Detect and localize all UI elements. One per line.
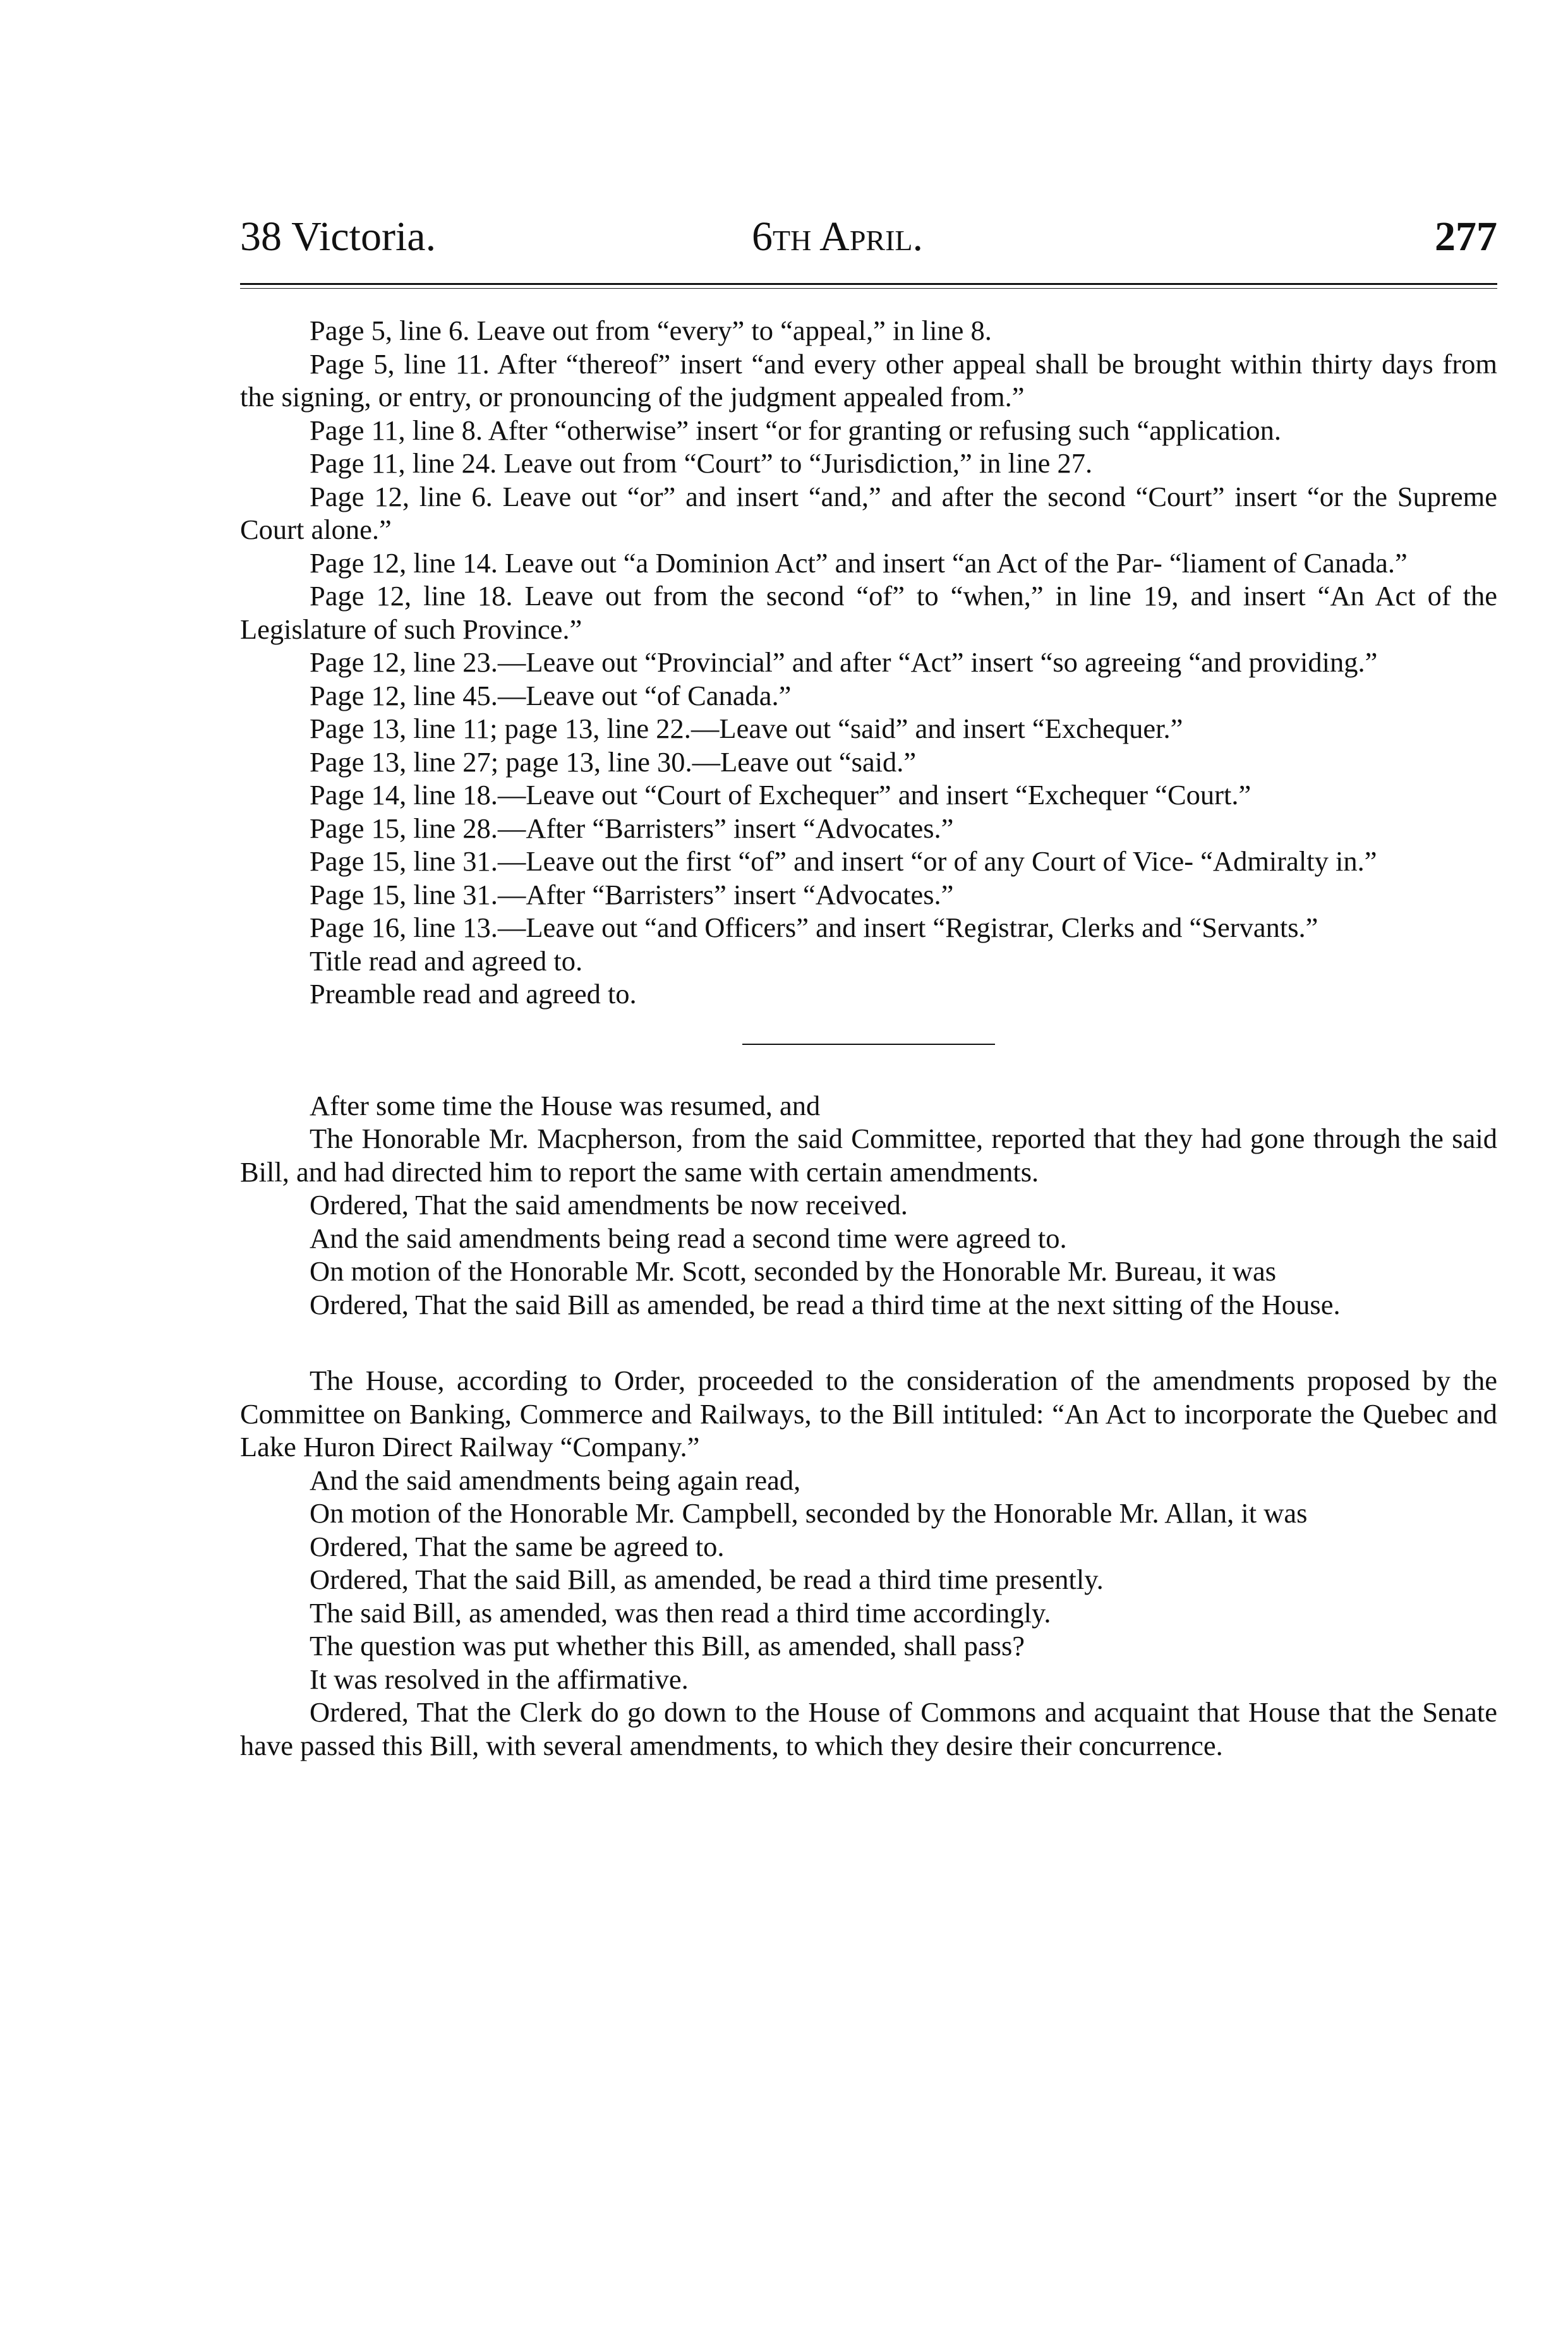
amendment-item: Page 12, line 23.—Leave out “Provincial” and after “Act” insert “so agreeing “and providing.” bbox=[310, 646, 1378, 678]
order-paragraph: Ordered, That the said Bill as amended, be read a third time at the next sitting of the House. bbox=[310, 1288, 1341, 1320]
motion-paragraph: On motion of the Honorable Mr. Campbell, seconded by the Honorable Mr. Allan, it was bbox=[310, 1497, 1308, 1529]
amendment-item: Page 14, line 18.—Leave out “Court of Exchequer” and insert “Exchequer “Court.” bbox=[310, 779, 1251, 811]
amendment-item: Page 12, line 45.—Leave out “of Canada.” bbox=[310, 679, 792, 711]
paragraph: The said Bill, as amended, was then read a third time accordingly. bbox=[310, 1596, 1051, 1629]
amendment-item: Page 15, line 31.—After “Barristers” insert “Advocates.” bbox=[310, 878, 954, 910]
amendment-item: Page 13, line 11; page 13, line 22.—Leave out “said” and insert “Exchequer.” bbox=[310, 713, 1183, 744]
paragraph: It was resolved in the affirmative. bbox=[310, 1663, 689, 1695]
amendment-item: Page 15, line 31.—Leave out the first “of” and insert “or of any Court of Vice- “Admiralty in.” bbox=[310, 845, 1377, 877]
page-header bbox=[240, 208, 1497, 265]
order-paragraph: Ordered, That the said Bill, as amended, be read a third time presently. bbox=[310, 1564, 1104, 1595]
amendments-list bbox=[240, 314, 1497, 1011]
motion-paragraph: On motion of the Honorable Mr. Scott, seconded by the Honorable Mr. Bureau, it was bbox=[310, 1255, 1277, 1287]
paragraph: And the said amendments being read a second time were agreed to. bbox=[310, 1222, 1067, 1254]
header-date: 6th April. bbox=[752, 214, 924, 260]
header-regnal-year: 38 Victoria. bbox=[240, 214, 437, 260]
paragraph: The question was put whether this Bill, as amended, shall pass? bbox=[310, 1630, 1025, 1662]
railway-bill-section bbox=[240, 1364, 1497, 1762]
amendment-item: Page 15, line 28.—After “Barristers” insert “Advocates.” bbox=[310, 812, 954, 844]
amendment-item: Page 11, line 8. After “otherwise” insert “or for granting or refusing such “application. bbox=[310, 414, 1282, 446]
order-paragraph: Ordered, That the said amendments be now received. bbox=[310, 1189, 908, 1221]
amendment-item: Page 13, line 27; page 13, line 30.—Leave out “said.” bbox=[310, 745, 917, 778]
header-rule bbox=[240, 283, 1497, 289]
paragraph: And the said amendments being again read, bbox=[310, 1464, 801, 1496]
committee-report-section bbox=[240, 1089, 1497, 1322]
amendment-item: Page 12, line 18. Leave out from the second “of” to “when,” in line 19, and insert “An Act of the Legislature of such Province.” bbox=[240, 580, 1497, 645]
paragraph: The Honorable Mr. Macpherson, from the said Committee, reported that they had gone through the said Bill, and had directed him to report the same with certain amendments. bbox=[240, 1123, 1497, 1188]
paragraph: The House, according to Order, proceeded to the consideration of the amendments proposed by the Committee on Banking, Commerce and Railways, to the Bill intituled: “An Act to incorporate the Quebec and Lake Huron Direct Railway “Company.” bbox=[240, 1365, 1497, 1463]
amendment-item: Page 16, line 13.—Leave out “and Officers” and insert “Registrar, Clerks and “Servants.” bbox=[310, 912, 1318, 943]
amendment-item: Page 5, line 11. After “thereof” insert “and every other appeal shall be brought within thirty days from the signing, or entry, or pronouncing of the judgment appealed from.” bbox=[240, 347, 1497, 413]
title-agreed-line: Title read and agreed to. bbox=[310, 944, 583, 977]
amendment-item: Page 11, line 24. Leave out from “Court” to “Jurisdiction,” in line 27. bbox=[310, 447, 1093, 479]
header-page-number: 277 bbox=[1435, 214, 1497, 260]
amendment-item: Page 12, line 6. Leave out “or” and insert “and,” and after the second “Court” insert “or the Supreme Court alone.” bbox=[240, 480, 1497, 545]
preamble-agreed-line: Preamble read and agreed to. bbox=[310, 978, 637, 1010]
amendment-item: Page 5, line 6. Leave out from “every” to “appeal,” in line 8. bbox=[310, 315, 992, 346]
order-paragraph: Ordered, That the Clerk do go down to the House of Commons and acquaint that House that the Senate have passed this Bill, with several amendments, to which they desire their concurrence. bbox=[240, 1696, 1497, 1761]
journal-body bbox=[240, 314, 1497, 1762]
order-paragraph: Ordered, That the same be agreed to. bbox=[310, 1530, 725, 1562]
paragraph: After some time the House was resumed, and bbox=[310, 1089, 821, 1121]
amendment-item: Page 12, line 14. Leave out “a Dominion Act” and insert “an Act of the Par- “liament of Canada.” bbox=[310, 546, 1408, 579]
document-page bbox=[240, 208, 1497, 1762]
